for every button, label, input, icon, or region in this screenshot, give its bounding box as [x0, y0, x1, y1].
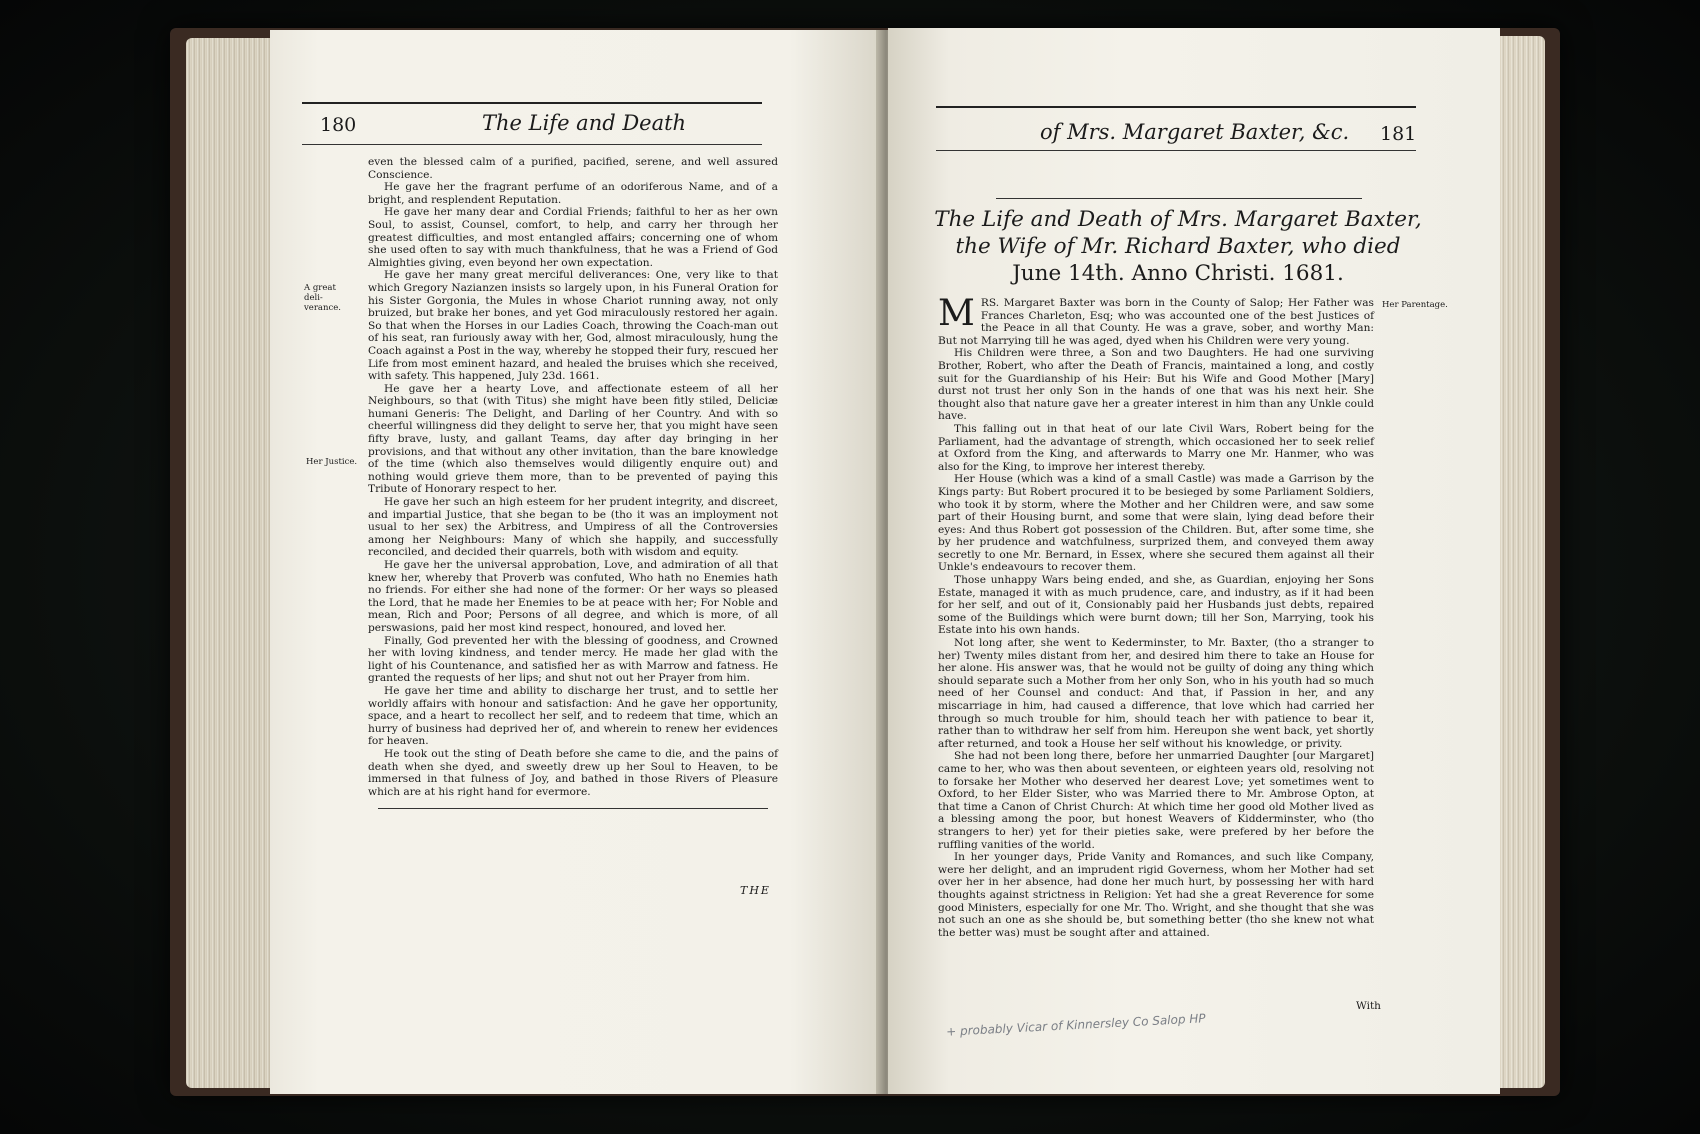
head-rule-bottom: [302, 144, 762, 145]
paragraph: This falling out in that heat of our late Civil Wars, Robert being for the Parliament, had the advantage of strength, which occasioned her to seek relief at Oxford from the King, and afterwards to Marry one Mr. Hanmer, who was also for the King, to improve her interest thereby.: [938, 422, 1374, 473]
paragraph: Finally, God prevented her with the blessing of goodness, and Crowned her with loving kindness, and tender mercy. He made her glad with the light of his Countenance, and satisfied her as with Marrow and fatness. He granted the requests of her lips; and shut not out her Prayer from him.: [368, 634, 778, 685]
paragraph: In her younger days, Pride Vanity and Romances, and such like Company, were her delight, and an imprudent rigid Governess, whom her Mother had set over her in her absence, had done her much hurt, by possessing her with hard thoughts against strictness in Religion: Yet had she a great Reverence for some good Ministers, especially for one Mr. Tho. Wright, and she thought that she was not such an one as she should be, but something better (tho she knew not what the better was) must be sought after and attained.: [938, 851, 1374, 939]
title-line: The Life and Death of Mrs. Margaret Baxter,: [934, 207, 1422, 232]
title-line: the Wife of Mr. Richard Baxter, who died: [955, 234, 1401, 259]
paragraph: He gave her the fragrant perfume of an odoriferous Name, and of a bright, and resplendent Reputation.: [368, 181, 778, 206]
paragraph: Not long after, she went to Kederminster, to Mr. Baxter, (tho a stranger to her) Twenty miles distant from her, and desired him there to take an House for her alone. His answer was, that he would not be guilty of doing any thing which should separate such a Mother from her only Son, who in his youth had so much need of her Counsel and conduct: And that, if Passion in her, and any miscarriage in him, had caused a difference, that love which had carried her through so much trouble for him, should teach her with patience to bear it, rather than to withdraw her self from him. Hereupon she went back, yet shortly after returned, and took a House her self without his knowledge, or privity.: [938, 637, 1374, 750]
left-catchword: THE: [740, 884, 771, 897]
head-rule-bottom: [936, 150, 1416, 151]
left-folio: 180: [320, 114, 357, 136]
margin-note-justice: Her Justice.: [306, 457, 358, 467]
paragraph: He gave her time and ability to discharge her trust, and to settle her worldly affairs with honour and satisfaction: And he gave her opportunity, space, and a heart to recollect her self, and to redeem that time, which an hurry of business had deprived her of, and wherein to renew her evidences for heaven.: [368, 684, 778, 748]
head-rule-top: [302, 102, 762, 104]
right-folio: 181: [1380, 123, 1417, 145]
margin-note-deliverance: A great deli-verance.: [304, 283, 341, 313]
title-rule: [996, 198, 1362, 199]
paragraph: Her House (which was a kind of a small Castle) was made a Garrison by the Kings party: But Robert procured it to be besieged by some Parliament Soldiers, who took it by storm, where the Mother and her Children were, and saw some part of their Housing burnt, and some that were slain, lying dead before their eyes: And thus Robert got possession of the Children. But, after some time, she by her prudence and watchfulness, surprized them, and conveyed them away secretly to one Mr. Bernard, in Essex, where she secured them against all their Unkle's endeavours to recover them.: [938, 473, 1374, 574]
paragraph: He took out the sting of Death before she came to die, and the pains of death when she dyed, and sweetly drew up her Soul to Heaven, to be immersed in that fulness of Joy, and bathed in those Rivers of Pleasure which are at his right hand for evermore.: [368, 747, 778, 798]
right-catchword: With: [1356, 1000, 1381, 1012]
right-running-head: of Mrs. Margaret Baxter, &c.: [1040, 120, 1350, 144]
paragraph: He gave her many great merciful deliverances: One, very like to that which Gregory Nazianzen insists so largely upon, in his Funeral Oration for his Sister Gorgonia, the Mules in whose Chariot running away, not only bruized, but brake her bones, and yet God miraculously restored her again. So that when the Horses in our Ladies Coach, throwing the Coach-man out of his seat, ran furiously away with her, God, almost miraculously, hung the Coach against a Post in the way, whereby he stopped their fury, rescued her Life from most eminent hazard, and healed the bruises which she received, with safety. This happened, July 23d. 1661.: [368, 269, 778, 383]
page-edges-right: [1495, 36, 1545, 1088]
paragraph: He gave her a hearty Love, and affectionate esteem of all her Neighbours, so that (with Titus) she might have been fitly stiled, Deliciæ humani Generis: The Delight, and Darling of her Country. And with so cheerful willingness did they delight to serve her, that you might have seen fifty brave, lusty, and gallant Teams, day after day bringing in her provisions, and that without any other invitation, than the bare knowledge of the time (which also themselves would diligently enquire out) and nothing would grieve them more, than to be prevented of paying this Tribute of Honorary respect to her.: [368, 382, 778, 496]
paragraph: He gave her the universal approbation, Love, and admiration of all that knew her, whereby that Proverb was confuted, Who hath no Enemies hath no friends. For either she had none of the former: Or her ways so pleased the Lord, that he made her Enemies to be at peace with her; For Noble and mean, Rich and Poor; Persons of all degree, and which is more, of all perswasions, paid her most kind respect, honoured, and loved her.: [368, 559, 778, 634]
left-text-block: [368, 156, 778, 798]
margin-note-parentage: Her Parentage.: [1382, 300, 1448, 310]
left-page: [270, 30, 882, 1094]
title-line: June 14th. Anno Christi. 1681.: [1012, 261, 1344, 286]
page-edges-left: [186, 38, 274, 1088]
paragraph: [938, 293, 1374, 347]
left-running-head: The Life and Death: [482, 111, 687, 135]
drop-cap: M: [938, 293, 975, 334]
chapter-title: [928, 206, 1428, 287]
paragraph: Those unhappy Wars being ended, and she, as Guardian, enjoying her Sons Estate, managed it with as much prudence, care, and industry, as if it had been for her self, and out of it, Consionably paid her Husbands just debts, repaired some of the Buildings which were burnt down; till her Son, Marrying, took his Estate into his own hands.: [938, 574, 1374, 637]
right-text-block: [938, 293, 1374, 939]
end-rule: [378, 808, 768, 809]
pencil-annotation: + probably Vicar of Kinnersley Co Salop HP: [945, 1011, 1206, 1039]
paragraph: His Children were three, a Son and two Daughters. He had one surviving Brother, Robert, who after the Death of Francis, maintained a long, and costly suit for the Guardianship of his Heir: But his Wife and Good Mother [Mary] durst not trust her only Son in the hands of one that was his next heir. She thought also that nature gave her a greater interest in him than any Unkle could have.: [938, 347, 1374, 423]
paragraph: He gave her many dear and Cordial Friends; faithful to her as her own Soul, to assist, Counsel, comfort, to help, and carry her through her greatest difficulties, and most entangled affairs; concerning one of whom she used often to say with much thankfulness, that he was a Friend of God Almighties giving, even beyond her own expectation.: [368, 206, 778, 269]
paragraph: He gave her such an high esteem for her prudent integrity, and discreet, and impartial Justice, that she began to be (tho it was an imployment not usual to her sex) the Arbitress, and Umpiress of all the Controversies among her Neighbours: Many of which she happily, and successfully reconciled, and decided their quarrels, both with wisdom and equity.: [368, 496, 778, 559]
paragraph: She had not been long there, before her unmarried Daughter [our Margaret] came to her, who was then about seventeen, or eighteen years old, resolving not to forsake her Mother who deserved her dearest Love; yet sometimes went to Oxford, to her Elder Sister, who was Married there to Mr. Ambrose Opton, at that time a Canon of Christ Church: At which time her good old Mother lived as a blessing among the poor, but honest Weavers of Kidderminster, who (tho strangers to her) yet for their pieties sake, were prefered by her before the ruffling vanities of the world.: [938, 750, 1374, 851]
paragraph: even the blessed calm of a purified, pacified, serene, and well assured Conscience.: [368, 156, 778, 181]
paragraph-text: RS. Margaret Baxter was born in the County of Salop; Her Father was Frances Charleton, Esq; who was accounted one of the best Justices of the Peace in all that County. He was a grave, sober, and worthy Man: But not Marrying till he was aged, dyed when his Children were very young.: [938, 297, 1374, 347]
right-page: [888, 28, 1500, 1094]
head-rule-top: [936, 106, 1416, 108]
